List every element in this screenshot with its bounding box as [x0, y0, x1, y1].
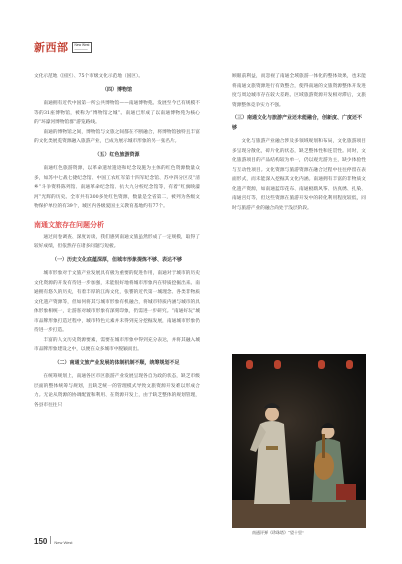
subheading-red-tourism: （五）红色旅游资源	[94, 151, 140, 158]
masthead	[34, 40, 92, 54]
paragraph: 文化与旅游产业融合涉及多领域规划和布局，文化旅游项目多呈现分散化，碎片化的状态，缺乏整体性和连贯性。同时，文化旅游项目的产品结构较为单一，仍以观光游为主，缺少体验性与互动性项目。文化资源与旅游资源在融合过程中往往停留在表面形式，而未能深入挖掘其文化内涵。南通拥有丰富的非物质文化遗产资源，如南通蓝印花布、南通板鹞风筝、仿真绣、扎染、南通宫灯等，但这些资源在旅游开发中的转化利用程度较低，同时与旅游产业的融合尚处于浅层阶段。	[232, 139, 366, 211]
subheading-city-image: （一）历史文化底蕴深厚，但城市形象提炼不够、表达不够	[51, 256, 182, 263]
magazine-logo: 新西部	[34, 41, 69, 54]
page-footer	[34, 536, 73, 546]
subheading-mechanism: （二）南通文旅产业发展的体制机制不顺，统筹规划不足	[54, 359, 180, 366]
section-heading-problems: 南通文旅存在问题分析	[34, 219, 104, 229]
paragraph: 南通的博物馆之间，博物馆与文旅之间都在不断融合，将博物馆独特且丰富的文化类展览资源融入旅游产业，已成为展示城市形象的另一张名片。	[34, 129, 200, 144]
paragraph: 顾眼前利益，而忽视了南通全域旅游一体化的整体效果，也未能将南通文旅资源进行有效整合，使得南通的文旅资源整体开发进度与周边城市存在较大差距。区域旅游资源开发相对滞后，文旅资源整体竞争实力不强。	[232, 74, 366, 108]
masthead-english-rule: ————	[74, 47, 88, 51]
subheading-museum: （四）博物馆	[101, 86, 132, 93]
paragraph: 丰富的人文历史资源要素，需要在城市形象中得到充分表达，并将其融入城市品牌形象建设之中，以便在众多城市中脱颖而出。	[34, 337, 200, 352]
page-number: 150	[34, 537, 48, 546]
masthead-english-box	[72, 42, 93, 53]
paragraph: 南通拥有近代中国第一所公共博物馆——南通博物苑。发展至今已有规模不等的31座博物馆，被称为“博物馆之城”。南通已形成了以南通博物苑为核心的“环濠河博物馆群”游览路线。	[34, 101, 200, 125]
paragraph: 城市形象对于文旅产业发展具有极为重要的促进作用，南通对于城市的历史文化资源的开发有待进一步加强，未能很好地将城市形象内在特质挖掘出来。南通拥有悠久的历史，有着丰厚的江海文化，张謇的近代第一城理念、各类非物质文化遗产资源等，但如何将其与城市形象有机融合，将城市特质内涵与城市的具体形象相统一，让游客对城市形象有深刻印象，仍需进一步研究。“南通好玩”城市品牌形象打造过程中，城市特色元素并未得到充分挖掘发展，南通城市形象仍待进一步打造。	[34, 271, 200, 333]
photo-caption: 南通评弹《珍珠塔》“望十里”	[252, 530, 305, 535]
masthead-english-title: New West	[74, 43, 90, 47]
footer-divider	[50, 536, 51, 544]
performers-illustration	[232, 354, 366, 528]
paragraph: 通过问卷调查、深度访谈，我们感到南通文旅虽然形成了一定规模，取得了较好成绩，但依然存在诸多问题与短板。	[34, 234, 200, 249]
right-column	[232, 72, 366, 213]
paragraph: 文化示范地（国区）、75个市级文化示范地（国区）。	[34, 74, 144, 79]
paragraph: 南通红色旅游资源，以革命遗址遗迹和纪念设施为主体的红色资源数量众多，如苏中七战七捷纪念馆、中国工农红军第十四军纪念馆、苏中四分区反“清乡”斗争资料陈列馆、南通革命纪念馆、抗大九分校纪念馆等，有着“红旗映濠河”光辉的历史。全市共有300多处红色资源，数量是全省第二，被列为各级文物保护单位的有39个，城区内各级爱国主义教育基地约有77个。	[34, 166, 200, 209]
footer-magazine-name: New West	[54, 540, 73, 545]
subheading-integration: （三）南通文化与旅游产业还未能融合，创新度、广度还不够	[232, 115, 363, 131]
stage-performance-photo	[232, 354, 366, 528]
left-column	[34, 72, 200, 410]
paragraph: 在统筹规划上，南通各区市区旅游产业发展呈现各自为政的状态，缺乏市级层面的整体统筹与规划，且缺乏统一的管理模式导致文旅资源开发难以形成合力。无论从资源的协调配置和利用、在资源开发上，由于缺乏整体的规划管理，各县市往往只	[34, 374, 200, 408]
